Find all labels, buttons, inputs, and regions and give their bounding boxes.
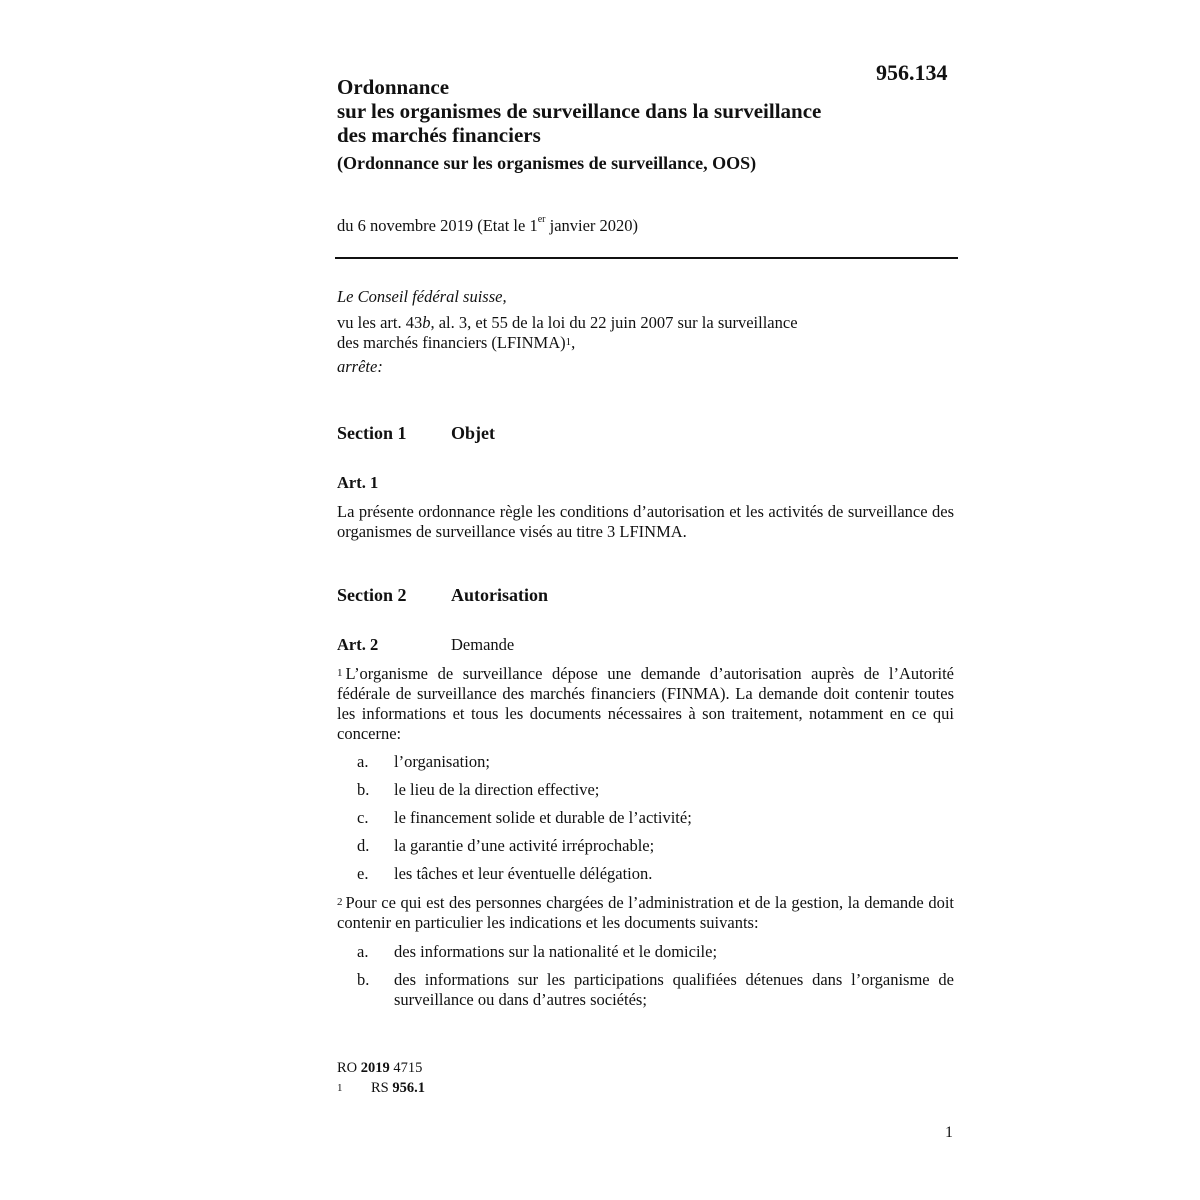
footnote-number: 1 — [337, 1082, 343, 1094]
date-superscript: er — [537, 214, 546, 225]
list-item — [357, 864, 954, 884]
footnote-prefix: RS — [371, 1080, 393, 1096]
preamble-arrete: arrête: — [337, 357, 383, 376]
art-1-label: Art. 1 — [337, 473, 379, 492]
preamble — [337, 287, 897, 383]
list-item-text: les tâches et leur éventuelle délégation. — [394, 864, 653, 883]
list-marker: d. — [357, 836, 370, 855]
section-2-heading — [337, 585, 548, 606]
paragraph-1-text: L’organisme de surveillance dépose une demande d’autorisation auprès de l’Autorité fédérale de surveillance des marchés financiers (FINMA). La demande doit contenir toutes les informations et tous les documents nécessaires à son traitement, notamment en ce qui concerne: — [337, 664, 954, 743]
section-2-label: Section 2 — [337, 585, 407, 605]
art-2-paragraph-1 — [337, 664, 954, 744]
header-divider — [335, 257, 958, 259]
title-line-1: Ordonnance — [337, 75, 450, 99]
footnote-rs-ref: 956.1 — [392, 1080, 425, 1096]
list-item — [357, 942, 954, 962]
art-2-list-2 — [357, 942, 954, 1018]
art-2-list-1 — [357, 752, 954, 892]
list-marker: a. — [357, 752, 369, 771]
list-item-text: le financement solide et durable de l’activité; — [394, 808, 692, 827]
date-prefix: du 6 novembre 2019 (Etat le 1 — [337, 216, 538, 235]
preamble-authority: Le Conseil fédéral suisse, — [337, 287, 507, 306]
section-1-label: Section 1 — [337, 423, 407, 443]
list-item — [357, 808, 954, 828]
art-1-text: La présente ordonnance règle les conditions d’autorisation et les activités de surveillance des organismes de surveillance visés au titre 3 LFINMA. — [337, 502, 954, 541]
list-item-text: l’organisation; — [394, 752, 490, 771]
art-2-heading — [337, 635, 514, 655]
vu-part1: vu les art. 43 — [337, 313, 423, 332]
vu-part2: , al. 3, et 55 de la loi du 22 juin 2007 sur la surveillance — [430, 313, 798, 332]
list-item-text: des informations sur la nationalité et le domicile; — [394, 942, 718, 961]
footnote-1 — [337, 1078, 425, 1098]
ro-reference — [337, 1058, 425, 1078]
rs-number: 956.134 — [876, 60, 948, 85]
list-item — [357, 970, 954, 1010]
paragraph-1-number: 1 — [337, 667, 343, 679]
list-item — [357, 780, 954, 800]
list-marker: e. — [357, 864, 369, 883]
footnote-ref-1[interactable]: 1 — [565, 336, 572, 348]
art-2-label: Art. 2 — [337, 635, 379, 654]
title-line-2: sur les organismes de surveillance dans la surveillance — [337, 99, 822, 123]
art-1-heading — [337, 473, 378, 493]
list-marker: b. — [357, 780, 370, 799]
section-1-heading — [337, 423, 495, 444]
list-marker: b. — [357, 970, 370, 989]
art-2-title: Demande — [451, 635, 515, 654]
vu-line2: des marchés financiers (LFINMA) — [337, 333, 566, 352]
vu-italic: b — [422, 313, 431, 332]
ro-year: 2019 — [360, 1060, 390, 1076]
section-2-title: Autorisation — [451, 585, 549, 605]
date-suffix: janvier 2020) — [545, 216, 639, 235]
paragraph-2-text: Pour ce qui est des personnes chargées de l’administration et de la gestion, la demande doit contenir en particulier les indications et les documents suivants: — [337, 893, 954, 932]
paragraph-2-number: 2 — [337, 896, 343, 908]
section-1-title: Objet — [451, 423, 495, 443]
list-item — [357, 836, 954, 856]
list-item-text: la garantie d’une activité irréprochable; — [394, 836, 655, 855]
list-item-text: le lieu de la direction effective; — [394, 780, 600, 799]
ro-page: 4715 — [389, 1060, 423, 1076]
ro-prefix: RO — [337, 1060, 361, 1076]
list-item — [357, 752, 954, 772]
document-title — [337, 75, 937, 147]
short-title: (Ordonnance sur les organismes de surveillance, OOS) — [337, 153, 757, 173]
list-marker: a. — [357, 942, 369, 961]
title-line-3: des marchés financiers — [337, 123, 541, 147]
list-marker: c. — [357, 808, 369, 827]
art-2-paragraph-2 — [337, 893, 954, 933]
list-item-text: des informations sur les participations qualifiées détenues dans l’organisme de surveillance ou dans d’autres sociétés; — [394, 970, 954, 1009]
vu-end: , — [571, 333, 576, 352]
document-date — [337, 216, 638, 236]
preamble-legal-basis — [337, 313, 897, 353]
page-number: 1 — [945, 1124, 953, 1141]
footnotes — [337, 1058, 425, 1098]
